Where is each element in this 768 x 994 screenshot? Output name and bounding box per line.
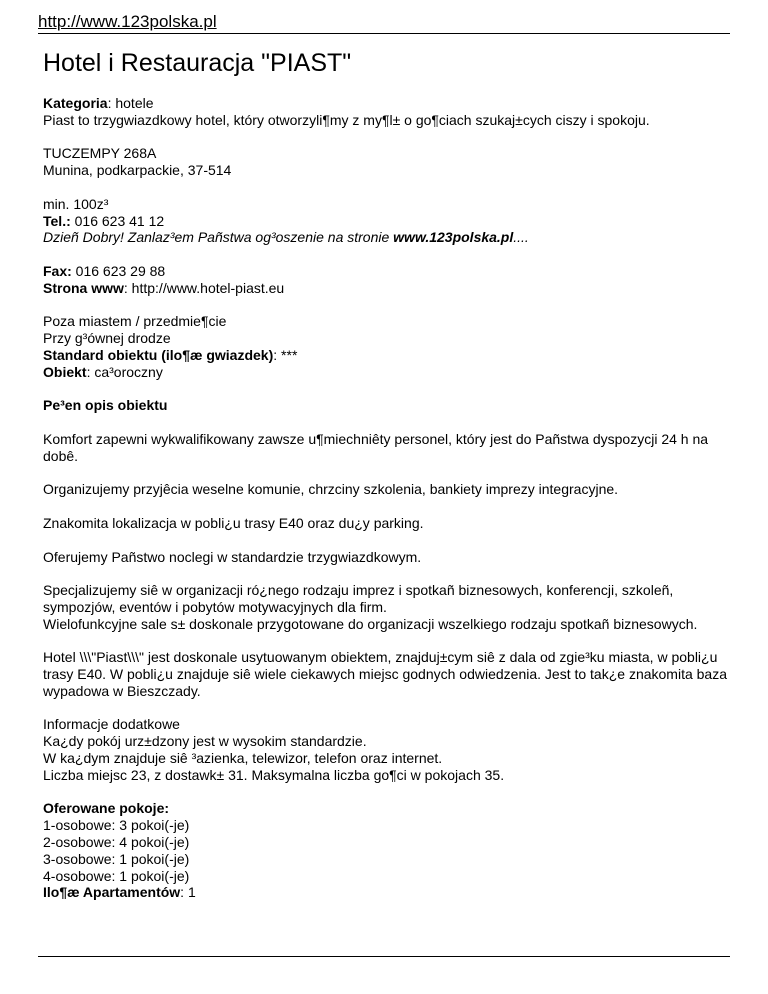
extra-info-line: Informacje dodatkowe	[43, 716, 180, 733]
category-value: : hotele	[107, 95, 154, 111]
room-item: 2-osobowe: 4 pokoi(-je)	[43, 834, 190, 851]
description-heading-text: Pe³en opis obiektu	[43, 397, 168, 414]
address-city: Munina, podkarpackie, 37-514	[43, 162, 232, 179]
special-text: Specjalizujemy siê w organizacji ró¿nego rodzaju imprez i spotkañ biznesowych, konferencji, szkoleñ, sympozjów, eventów i pobytów motywacyjnych dla firm.	[43, 582, 674, 615]
category-label: Kategoria	[43, 95, 108, 111]
description-paragraph: Oferujemy Pañstwo noclegi w standardzie trzygwiazdkowym.	[43, 548, 422, 565]
document-content	[43, 48, 733, 918]
rooms-block	[43, 800, 733, 901]
description-heading	[43, 397, 733, 414]
object-label: Obiekt	[43, 363, 87, 380]
room-item: 4-osobowe: 1 pokoi(-je)	[43, 867, 190, 884]
special-block	[43, 582, 733, 632]
phone-label: Tel.:	[43, 212, 71, 229]
contact-block	[43, 196, 733, 246]
extra-info-line: W ka¿dym znajduje siê ³azienka, telewizor, telefon oraz internet.	[43, 750, 443, 767]
address-street: TUCZEMPY 268A	[43, 145, 157, 162]
fax-label: Fax:	[43, 262, 72, 279]
standard-value: : ***	[273, 346, 298, 363]
page-header	[38, 12, 730, 34]
greeting-text	[43, 229, 529, 245]
room-item: 1-osobowe: 3 pokoi(-je)	[43, 817, 190, 834]
website-value: : http://www.hotel-piast.eu	[123, 279, 285, 296]
intro-text: Piast to trzygwiazdkowy hotel, który otworzyli¶my z my¶l± o go¶ciach szukaj±cych ciszy i spokoju.	[43, 111, 650, 128]
address-block	[43, 145, 733, 179]
greeting-body: Dzieñ Dobry! Zanlaz³em Pañstwa og³oszenie na stronie	[43, 229, 394, 246]
room-item: 3-osobowe: 1 pokoi(-je)	[43, 850, 190, 867]
header-url-link[interactable]: http://www.123polska.pl	[38, 12, 217, 31]
page-title: Hotel i Restauracja "PIAST"	[43, 49, 352, 77]
standard-label: Standard obiektu (ilo¶æ gwiazdek)	[43, 346, 274, 363]
fax-block	[43, 263, 733, 297]
special-text: Wielofunkcyjne sale s± doskonale przygotowane do organizacji wszelkiego rodzaju spotkañ biznesowych.	[43, 615, 698, 632]
apartments-label: Ilo¶æ Apartamentów	[43, 884, 181, 901]
extra-info-line: Liczba miejsc 23, z dostawk± 31. Maksymalna liczba go¶ci w pokojach 35.	[43, 766, 505, 783]
greeting-site: www.123polska.pl	[393, 229, 514, 246]
phone-value: 016 623 41 12	[70, 212, 165, 229]
apartments-value: : 1	[180, 884, 196, 901]
extra-info-line: Ka¿dy pokój urz±dzony jest w wysokim standardzie.	[43, 733, 367, 750]
location-tag: Przy g³ównej drodze	[43, 330, 171, 347]
extra-info-block	[43, 716, 733, 783]
greeting-suffix: ....	[513, 229, 529, 246]
description-paragraph: Znakomita lokalizacja w pobli¿u trasy E40 oraz du¿y parking.	[43, 514, 424, 531]
website-label: Strona www	[43, 279, 124, 296]
description-paragraph: Organizujemy przyjêcia weselne komunie, chrzciny szkolenia, bankiety imprezy integracyjne.	[43, 481, 619, 498]
fax-value: 016 623 29 88	[71, 262, 166, 279]
location-tag: Poza miastem / przedmie¶cie	[43, 313, 227, 330]
category-block	[43, 95, 733, 129]
price-text: min. 100z³	[43, 195, 109, 212]
footer-divider	[38, 956, 730, 957]
rooms-heading: Oferowane pokoje:	[43, 800, 170, 817]
description-paragraph: Komfort zapewni wykwalifikowany zawsze u¶miechniêty personel, który jest do Pañstwa dyspozycji 24 h na dobê.	[43, 430, 709, 464]
object-value: : ca³oroczny	[86, 363, 163, 380]
hotel-location-paragraph: Hotel \\\"Piast\\\" jest doskonale usytuowanym obiektem, znajduj±cym siê z dala od zgie³ku miasta, w pobli¿u trasy E40. W pobli¿u znajduje siê wiele ciekawych miejsc godnych odwiedzenia. Jest to tak¿e znakomita baza wypadowa w Bieszczady.	[43, 649, 727, 699]
